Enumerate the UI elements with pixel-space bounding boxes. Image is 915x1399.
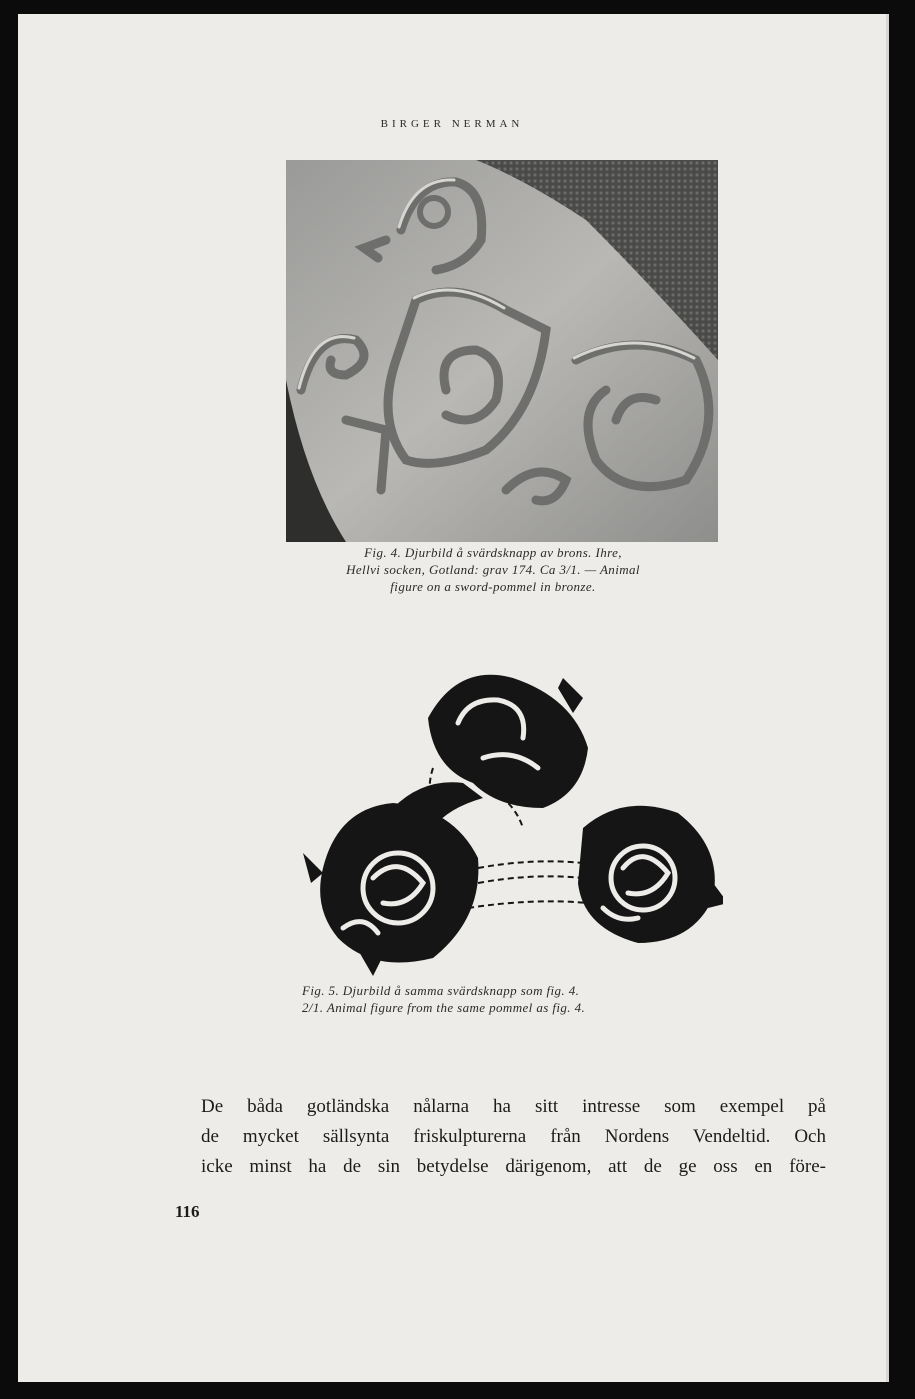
caption-line: figure on a sword-pommel in bronze. <box>390 579 596 594</box>
body-line: De båda gotländska nålarna ha sitt intresse som exempel på <box>201 1096 826 1117</box>
body-line: icke minst ha de sin betydelse därigenom, att de ge oss en före- <box>201 1156 826 1177</box>
page-number: 116 <box>175 1202 200 1221</box>
running-header: BIRGER NERMAN <box>380 118 524 130</box>
caption-line: Fig. 4. Djurbild å svärdsknapp av brons. Ihre, <box>364 545 622 560</box>
body-paragraph <box>201 1092 826 1182</box>
figure-4-photo <box>286 160 718 542</box>
book-page <box>18 14 889 1382</box>
caption-line: Hellvi socken, Gotland: grav 174. Ca 3/1. — Animal <box>346 562 640 577</box>
caption-line: 2/1. Animal figure from the same pommel as fig. 4. <box>302 1000 586 1015</box>
figure-5-drawing <box>283 658 723 978</box>
figure-4-caption <box>268 544 718 595</box>
figure-5-caption <box>302 982 752 1016</box>
body-line: de mycket sällsynta friskulpturerna från Nordens Vendeltid. Och <box>201 1126 826 1147</box>
caption-line: Fig. 5. Djurbild å samma svärdsknapp som fig. 4. <box>302 983 580 998</box>
